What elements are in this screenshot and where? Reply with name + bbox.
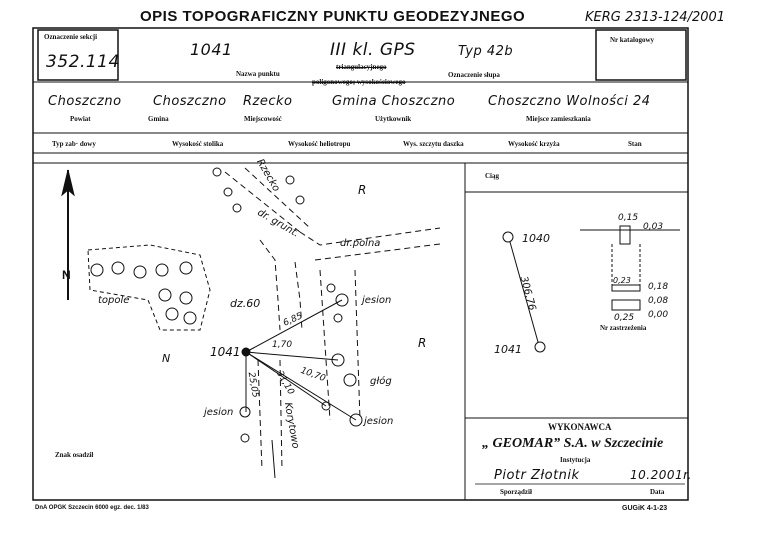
miejsce-label: Miejsce zamieszkania	[526, 115, 591, 123]
n-label: N	[162, 352, 171, 365]
data-label: Data	[650, 488, 665, 496]
footer-left: DnA OPGK Szczecin 6000 egz. dec. 1/83	[35, 505, 149, 511]
author-date: 10.2001r.	[630, 468, 692, 482]
point-1041-label: 1041	[210, 345, 241, 359]
region-r-top: R	[358, 183, 367, 197]
powiat-label: Powiat	[70, 115, 91, 123]
ciag-point-1040: 1040	[522, 232, 550, 245]
top-depth: 0,03	[643, 222, 664, 232]
distance-2: 1,70	[272, 340, 293, 350]
point-class: III kl. GPS	[330, 40, 416, 60]
mid-width: 0,23	[613, 276, 631, 285]
section-label: Oznaczenie sekcji	[44, 33, 98, 41]
miejscowosc-label: Miejscowość	[244, 115, 282, 123]
region-r-right: R	[418, 336, 427, 350]
stan-label: Stan	[628, 140, 642, 148]
uzytkownik-label: Użytkownik	[375, 115, 412, 123]
miejsce-value: Choszczno Wolności 24	[488, 94, 651, 109]
company-name: „ GEOMAR” S.A. w Szczecinie	[482, 436, 664, 451]
uzytkownik-value: Gmina Choszczno	[332, 94, 456, 109]
typ-label: Typ zab· dowy	[52, 140, 96, 148]
road-dr-polna: dr.polna	[340, 238, 381, 249]
form-title: OPIS TOPOGRAFICZNY PUNKTU GEODEZYJNEGO	[140, 8, 526, 25]
miejscowosc-value: Rzecko	[243, 94, 293, 109]
catalog-label: Nr katalogowy	[610, 36, 655, 44]
distance-3: 10,70	[299, 365, 327, 385]
section-value: 352.114	[46, 52, 120, 72]
pillar-label: Oznaczenie słupa	[448, 71, 500, 79]
footer-right: GUGiK 4-1-23	[622, 505, 668, 512]
heliotrop-label: Wysokość heliotropu	[288, 140, 351, 148]
poligon-label: poligonowego; wysokościowego	[312, 78, 406, 86]
tree-glog: głóg	[370, 376, 392, 387]
road-rzecko: Rzecko	[254, 157, 282, 194]
point-number: 1041	[190, 40, 233, 59]
mid-height: 0,18	[648, 282, 669, 292]
triang-label: triangulacyjnego	[336, 63, 387, 71]
distance-4: 31,10	[274, 369, 296, 397]
bottom-width: 0,25	[614, 313, 635, 323]
instytucja-label: Instytucja	[560, 456, 591, 464]
powiat-value: Choszczno	[48, 94, 122, 109]
reference-number: KERG 2313-124/2001	[585, 10, 726, 25]
point-name-label: Nazwa punktu	[236, 70, 280, 78]
top-width: 0,15	[618, 213, 639, 223]
ciag-distance: 306,76	[517, 275, 538, 312]
sporzadzil-label: Sporządził	[500, 488, 532, 496]
gmina-value: Choszczno	[153, 94, 227, 109]
parcel-label: dz.60	[230, 297, 261, 310]
distance-1: 6,85	[281, 311, 305, 329]
north-arrow-label: N	[62, 268, 71, 282]
tree-jesion-1: jesion	[362, 295, 392, 306]
topole-label: topole	[98, 295, 130, 306]
wykonawca-label: WYKONAWCA	[548, 422, 612, 432]
road-korytowo: Korytowo	[281, 401, 301, 450]
bottom-height: 0,08	[648, 296, 669, 306]
road-dr-grunt: dr. grunt.	[255, 207, 301, 240]
gmina-label: Gmina	[148, 115, 169, 123]
ciag-label: Ciąg	[485, 172, 499, 180]
tree-jesion-2: jesion	[364, 416, 394, 427]
point-type: Typ 42b	[458, 44, 514, 59]
author-name: Piotr Złotnik	[494, 468, 580, 483]
tree-jesion-3: jesion	[204, 407, 234, 418]
ciag-point-1041: 1041	[494, 343, 522, 356]
zarys-label: Znak osadził	[55, 451, 94, 459]
krzyz-label: Wysokość krzyża	[508, 140, 560, 148]
distance-5: 25,05	[245, 371, 261, 399]
stolik-label: Wysokość stolika	[172, 140, 224, 148]
zero-level: 0,00	[648, 310, 669, 320]
section-caption: Nr zastrzeżenia	[600, 324, 647, 332]
daszek-label: Wys. szczytu daszka	[403, 140, 464, 148]
